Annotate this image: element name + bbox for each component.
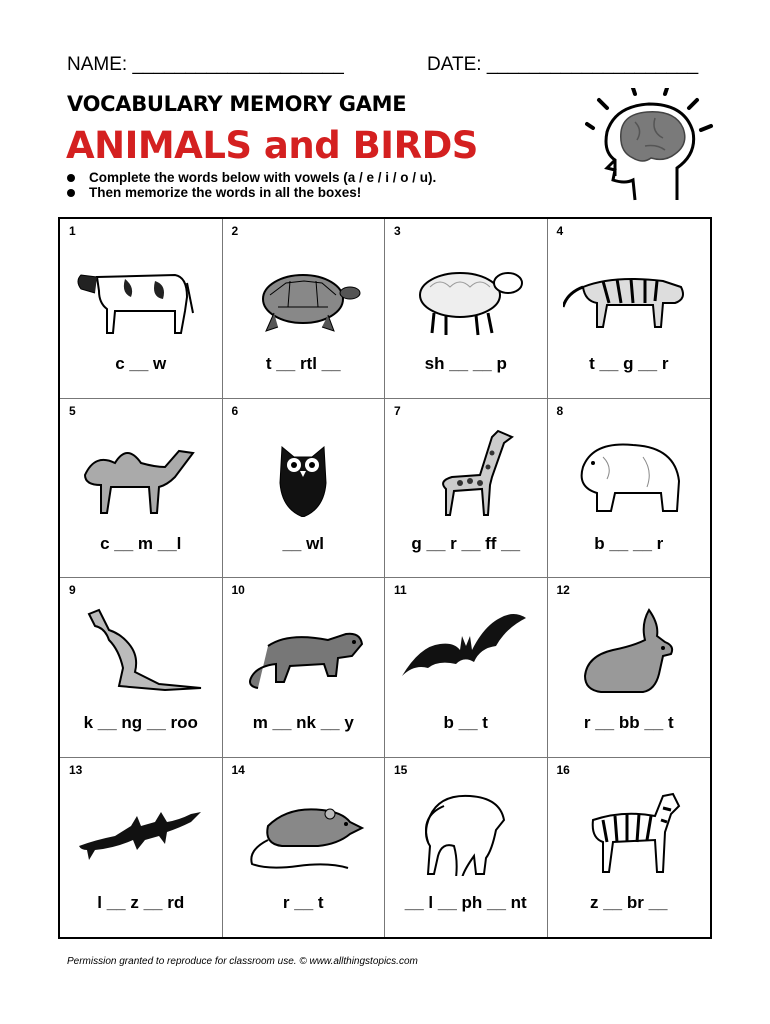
cell-number: 6 bbox=[231, 403, 239, 418]
elephant-icon bbox=[400, 786, 530, 876]
vocab-cell bbox=[60, 578, 223, 758]
cell-number: 5 bbox=[69, 403, 76, 418]
word-puzzle: r __ bb __ t bbox=[583, 713, 674, 732]
vocab-cell bbox=[60, 219, 223, 399]
turtle-icon bbox=[238, 247, 368, 337]
instruction-text: Then memorize the words in all the boxes! bbox=[89, 185, 362, 200]
monkey-icon bbox=[238, 606, 368, 696]
cell-number: 10 bbox=[231, 583, 245, 597]
word-puzzle: __ l __ ph __ nt bbox=[404, 892, 527, 912]
copyright-footer: Permission granted to reproduce for classroom use. © www.allthingstopics.com bbox=[67, 956, 418, 967]
vocab-cell bbox=[548, 758, 711, 938]
camel-icon bbox=[75, 427, 205, 517]
word-puzzle: t __ g __ r bbox=[589, 354, 669, 373]
cell-number: 7 bbox=[394, 403, 401, 418]
word-puzzle: z __ br __ bbox=[590, 892, 668, 912]
cell-number: 13 bbox=[69, 762, 83, 777]
word-puzzle: __ wl bbox=[282, 533, 325, 553]
vocab-cell bbox=[223, 219, 386, 399]
cell-number: 1 bbox=[69, 224, 76, 238]
vocab-cell bbox=[548, 399, 711, 579]
cell-number: 3 bbox=[394, 224, 401, 238]
cell-number: 9 bbox=[69, 583, 76, 597]
bat-icon bbox=[400, 606, 530, 696]
instruction-text: Complete the words below with vowels (a / e / i / o / u). bbox=[89, 170, 437, 185]
vocab-cell bbox=[385, 758, 548, 938]
cell-number: 4 bbox=[556, 224, 564, 238]
vocab-cell bbox=[548, 219, 711, 399]
vocab-cell bbox=[60, 758, 223, 938]
owl-icon bbox=[238, 427, 368, 517]
cow-icon bbox=[75, 247, 205, 337]
kangaroo-icon bbox=[75, 606, 205, 696]
word-puzzle: g __ r __ ff __ bbox=[411, 533, 521, 553]
word-puzzle: sh __ __ p bbox=[424, 354, 507, 373]
vocab-cell bbox=[223, 758, 386, 938]
instruction-2 bbox=[67, 185, 361, 200]
cell-number: 15 bbox=[394, 762, 408, 777]
lizard-icon bbox=[75, 786, 205, 876]
human-head-brain-icon bbox=[585, 88, 715, 203]
vocab-cell bbox=[548, 578, 711, 758]
giraffe-icon bbox=[400, 427, 530, 517]
word-puzzle: l __ z __ rd bbox=[97, 892, 185, 912]
vocabulary-grid bbox=[58, 217, 712, 939]
zebra-icon bbox=[563, 786, 693, 876]
tiger-icon bbox=[563, 247, 693, 337]
word-puzzle: b __ __ r bbox=[594, 533, 664, 553]
cell-number: 8 bbox=[556, 403, 564, 418]
vocab-cell bbox=[385, 399, 548, 579]
vocab-cell bbox=[223, 399, 386, 579]
word-puzzle: m __ nk __ y bbox=[252, 713, 354, 732]
word-puzzle: b __ t bbox=[443, 713, 488, 732]
word-puzzle: c __ w bbox=[115, 354, 167, 373]
word-puzzle: t __ rtl __ bbox=[265, 354, 341, 373]
vocab-cell bbox=[60, 399, 223, 579]
rabbit-icon bbox=[563, 606, 693, 696]
worksheet-title: ANIMALS and BIRDS bbox=[66, 124, 478, 167]
word-puzzle: k __ ng __ roo bbox=[83, 713, 198, 732]
word-puzzle: c __ m __l bbox=[100, 533, 182, 553]
cell-number: 2 bbox=[231, 224, 239, 238]
date-field-label: DATE: ____________________ bbox=[427, 54, 699, 75]
vocab-cell bbox=[385, 219, 548, 399]
bullet-icon bbox=[67, 189, 75, 197]
vocab-cell bbox=[385, 578, 548, 758]
bear-icon bbox=[563, 427, 693, 517]
bullet-icon bbox=[67, 174, 75, 182]
cell-number: 14 bbox=[231, 762, 245, 777]
rat-icon bbox=[238, 786, 368, 876]
cell-number: 11 bbox=[394, 583, 407, 597]
vocab-cell bbox=[223, 578, 386, 758]
instruction-1 bbox=[67, 170, 436, 185]
sheep-icon bbox=[400, 247, 530, 337]
worksheet-subtitle: VOCABULARY MEMORY GAME bbox=[67, 92, 407, 116]
cell-number: 16 bbox=[556, 762, 570, 777]
word-puzzle: r __ t bbox=[282, 892, 324, 912]
cell-number: 12 bbox=[556, 583, 570, 597]
name-field-label: NAME: ____________________ bbox=[67, 54, 344, 75]
